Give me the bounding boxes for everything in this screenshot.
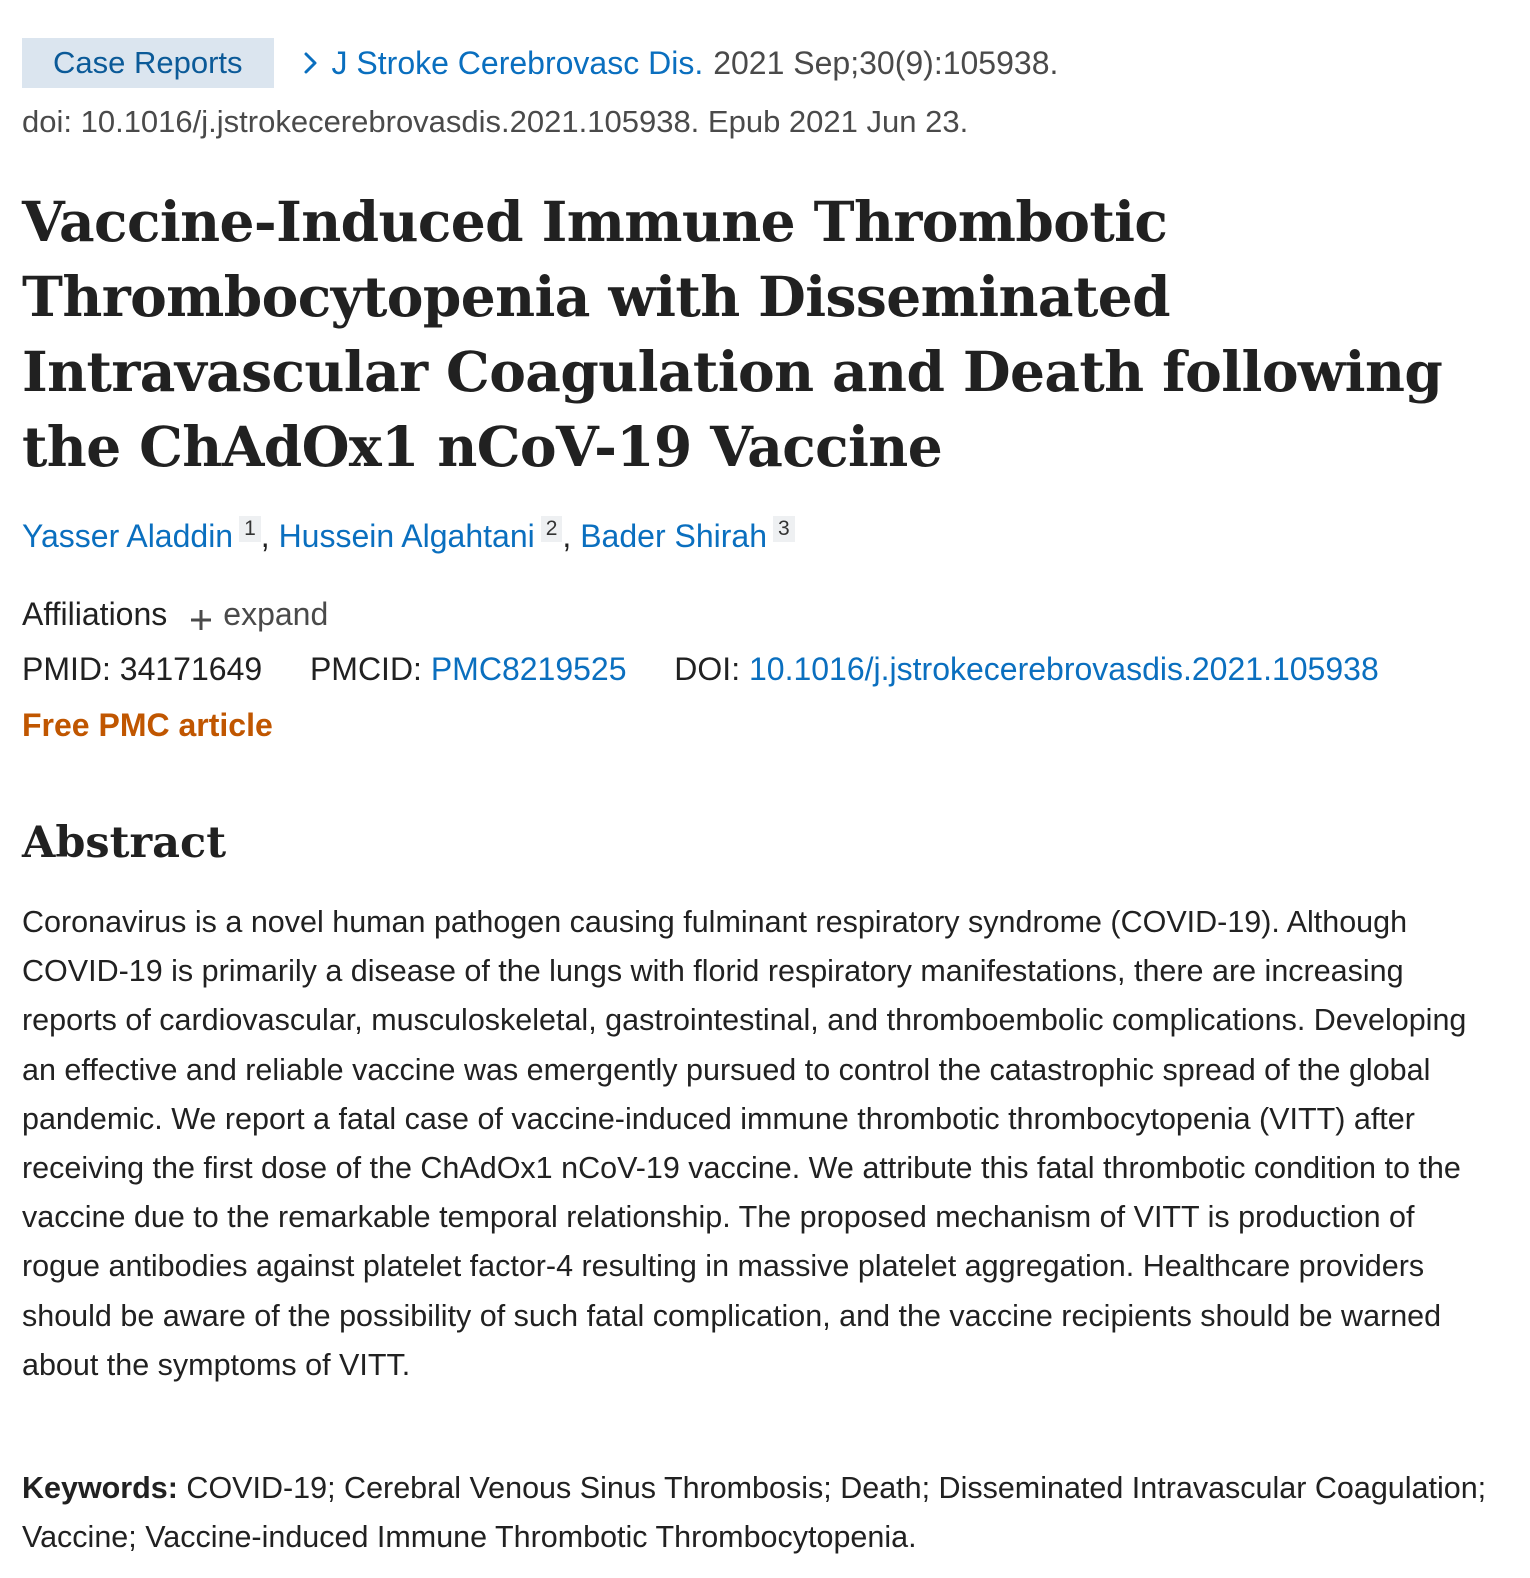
expand-label: expand: [223, 596, 329, 632]
keywords: [22, 1464, 1492, 1562]
affiliations-expand-button[interactable]: [189, 596, 328, 633]
chevron-right-icon: [296, 48, 326, 78]
author-link[interactable]: Bader Shirah: [580, 518, 767, 554]
abstract-heading: Abstract: [22, 818, 227, 868]
pmcid-link[interactable]: PMC8219525: [430, 651, 627, 687]
authors-list: [22, 518, 795, 555]
free-pmc-article-badge: Free PMC article: [22, 707, 273, 743]
doi-label: DOI:: [674, 651, 741, 687]
author-link[interactable]: Hussein Algahtani: [278, 518, 535, 554]
pmcid-label: PMCID:: [309, 651, 422, 687]
pmid-label: PMID:: [22, 651, 111, 687]
affiliation-number[interactable]: 1: [239, 516, 261, 542]
author-separator: ,: [260, 518, 279, 554]
plus-icon: [189, 603, 213, 627]
keywords-list: COVID-19; Cerebral Venous Sinus Thrombosis; Death; Disseminated Intravascular Coagulation; Vaccine; Vaccine-induced Immune Thrombotic Thrombocytopenia.: [22, 1471, 1487, 1555]
affiliations-row: [22, 596, 328, 633]
keywords-label: Keywords:: [22, 1471, 178, 1505]
affiliation-number[interactable]: 3: [773, 516, 795, 542]
affiliation-number[interactable]: 2: [541, 516, 563, 542]
publication-type-badge[interactable]: Case Reports: [22, 38, 274, 88]
journal-link[interactable]: J Stroke Cerebrovasc Dis.: [331, 44, 704, 81]
pmid-value: 34171649: [119, 651, 263, 687]
doi-epub-line: doi: 10.1016/j.jstrokecerebrovasdis.2021.105938. Epub 2021 Jun 23.: [22, 104, 969, 139]
citation-details: 2021 Sep;30(9):105938.: [713, 44, 1059, 81]
article-title: Vaccine-Induced Immune Thrombotic Thrombocytopenia with Disseminated Intravascular Coagulation and Death following the ChAdOx1 nCoV-19 Vaccine: [22, 189, 1443, 479]
doi-link[interactable]: 10.1016/j.jstrokecerebrovasdis.2021.105938: [748, 651, 1379, 687]
author-link[interactable]: Yasser Aladdin: [22, 518, 234, 554]
identifiers-row: [22, 651, 1379, 688]
affiliations-label: Affiliations: [22, 596, 168, 632]
abstract-text: Coronavirus is a novel human pathogen causing fulminant respiratory syndrome (COVID-19). Although COVID-19 is primarily a disease of the lungs with florid respiratory manifestations, there are increasing reports of cardiovascular, musculoskeletal, gastrointestinal, and thromboembolic complications. Developing an effective and reliable vaccine was emergently pursued to control the catastrophic spread of the global pandemic. We report a fatal case of vaccine-induced immune thrombotic thrombocytopenia (VITT) after receiving the first dose of the ChAdOx1 nCoV-19 vaccine. We attribute this fatal thrombotic condition to the vaccine due to the remarkable temporal relationship. The proposed mechanism of VITT is production of rogue antibodies against platelet factor-4 resulting in massive platelet aggregation. Healthcare providers should be aware of the possibility of such fatal complication, and the vaccine recipients should be warned about the symptoms of VITT.: [22, 905, 1467, 1382]
author-separator: ,: [562, 518, 581, 554]
citation-bar: [22, 38, 1058, 88]
